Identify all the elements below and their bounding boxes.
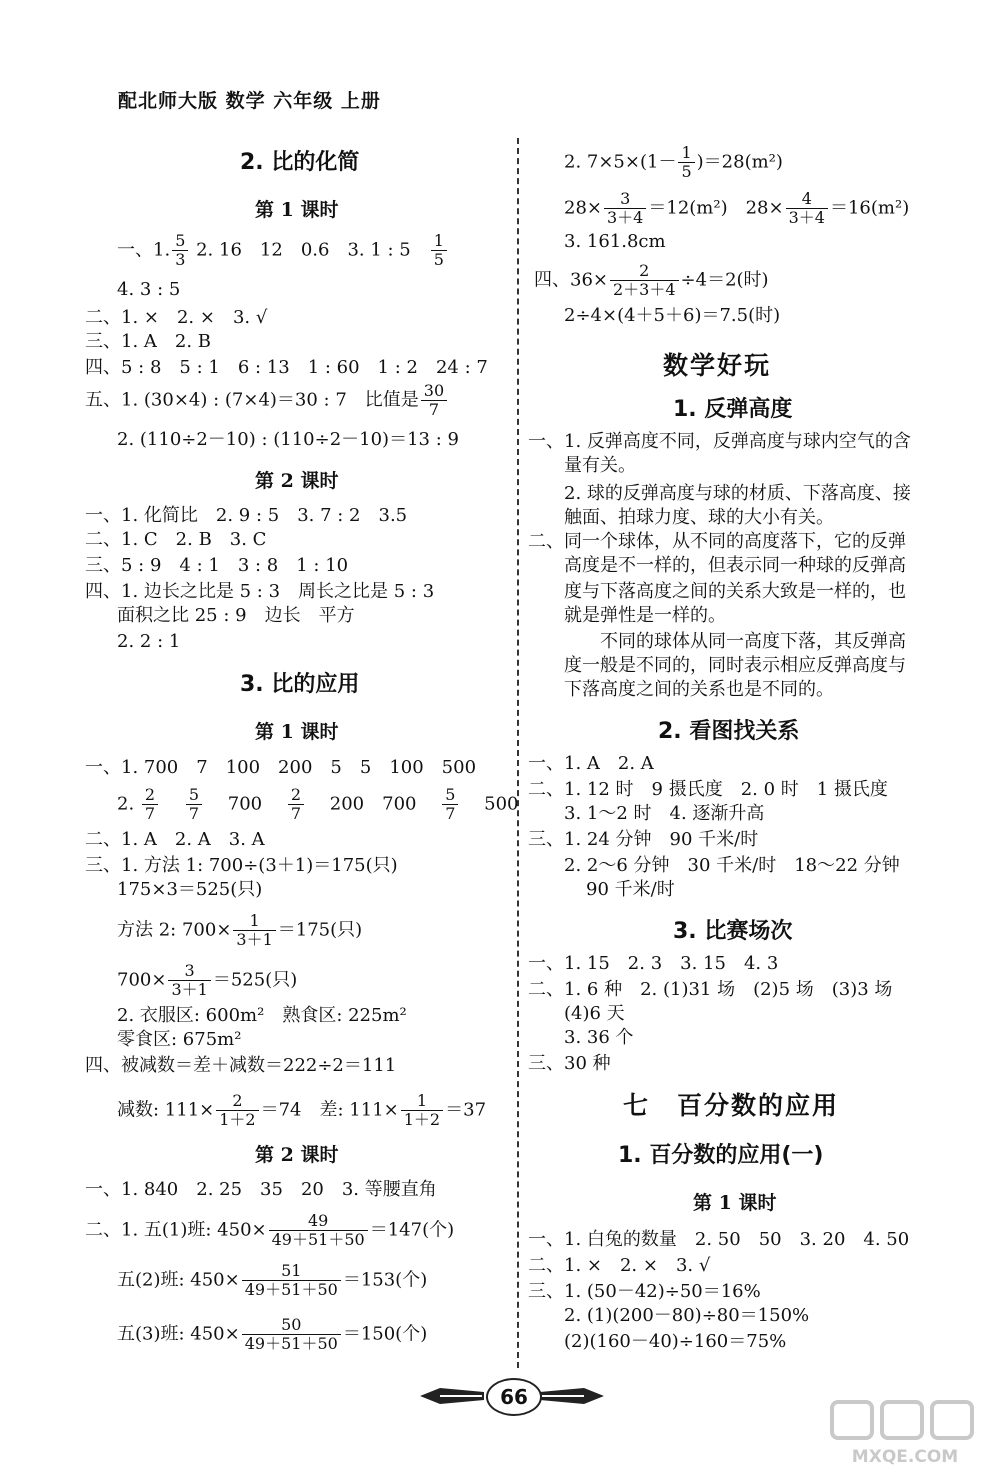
lesson-1-heading: 第 1 课时 xyxy=(255,199,339,221)
answer-line: 一、1. A 2. A xyxy=(528,753,654,774)
answer-line: 面积之比 25 : 9 边长 平方 xyxy=(117,605,355,626)
answer-line: 三、1. 方法 1: 700÷(3＋1)＝175(只) xyxy=(85,855,398,876)
answer-line: 二、1. C 2. B 3. C xyxy=(85,529,267,550)
column-divider xyxy=(517,138,519,1368)
answer-line: 三、1. (50－42)÷50＝16% xyxy=(528,1281,761,1302)
fraction: $\frac{4}{3+4}$ xyxy=(786,190,828,227)
chapter-title-percent: 七 百分数的应用 xyxy=(623,1091,840,1120)
section-title-ratio-application: 3. 比的应用 xyxy=(240,672,360,697)
answer-line: 二、1. 五(1)班: 450× $\frac{49}{49+51+50}$ ＝147(个) xyxy=(85,1211,455,1249)
answer-line: (4)6 天 xyxy=(564,1003,625,1024)
svg-text:MXQE.COM: MXQE.COM xyxy=(851,1447,959,1467)
answer-line: 触面、拍球力度、球的大小有关。 xyxy=(564,507,834,528)
answer-line: 二、1. × 2. × 3. √ xyxy=(528,1255,711,1276)
lesson-1-heading: 第 1 课时 xyxy=(255,721,339,743)
answer-line: 二、1. × 2. × 3. √ xyxy=(85,307,268,328)
answer-line: 高度是不一样的，但表示同一种球的反弹高 xyxy=(564,555,906,576)
fraction: $\frac{49}{49+51+50}$ xyxy=(269,1212,368,1249)
answer-line: 五(3)班: 450× $\frac{50}{49+51+50}$ ＝150(个) xyxy=(117,1315,428,1353)
answer-line: 2. 2～6 分钟 30 千米/时 18～22 分钟 xyxy=(564,855,900,876)
answer-line: 减数: 111× $\frac{2}{1+2}$ ＝74 差: 111× $\frac{1}{1+2}$ ＝37 xyxy=(117,1091,487,1129)
answer-line: 方法 2: 700× $\frac{1}{3+1}$ ＝175(只) xyxy=(117,911,363,949)
left-ornament-icon xyxy=(420,1386,484,1406)
answer-line: 一、1. 反弹高度不同，反弹高度与球内空气的含 xyxy=(528,431,911,452)
fraction: $\frac{1}{3+1}$ xyxy=(233,912,275,949)
answer-line: 二、同一个球体，从不同的高度落下，它的反弹 xyxy=(528,531,906,552)
fraction: $\frac{2}{1+2}$ xyxy=(216,1092,258,1129)
answer-line: 2. (110÷2－10) : (110÷2－10)＝13 : 9 xyxy=(117,429,459,450)
fraction: $\frac{1}{5}$ xyxy=(678,144,694,181)
answer-line: 3. 161.8cm xyxy=(564,231,666,252)
watermark-logo-icon xyxy=(830,1400,980,1470)
answer-line: 175×3＝525(只) xyxy=(117,879,263,900)
answer-line: 一、1. 840 2. 25 35 20 3. 等腰直角 xyxy=(85,1179,437,1200)
answer-line: 下落高度之间的关系也是不同的。 xyxy=(564,679,834,700)
answer-line: 2. (1)(200－80)÷80＝150% xyxy=(564,1305,810,1326)
subsection-title-graph-relation: 2. 看图找关系 xyxy=(658,719,800,744)
answer-line: (2)(160－40)÷160＝75% xyxy=(564,1331,787,1352)
subsection-title-bounce-height: 1. 反弹高度 xyxy=(673,397,793,422)
fraction: $\frac{50}{49+51+50}$ xyxy=(242,1316,341,1353)
answer-line: 90 千米/时 xyxy=(586,879,675,900)
answer-line: 度与下落高度之间的关系大致是一样的，也 xyxy=(564,581,906,602)
answer-line: 四、36× $\frac{2}{2+3+4}$ ÷4＝2(时) xyxy=(534,261,769,299)
answer-line: 2. $\frac{2}{7}$ $\frac{5}{7}$ 700 $\frac{2}{7}$ 200 700 $\frac{5}{7}$ 500 xyxy=(117,785,519,823)
answer-line: 一、1. 15 2. 3 3. 15 4. 3 xyxy=(528,953,779,974)
answer-line: 三、1. 24 分钟 90 千米/时 xyxy=(528,829,759,850)
fraction: $\frac{30}{7}$ xyxy=(421,382,447,419)
lesson-2-heading: 第 2 课时 xyxy=(255,470,339,492)
answer-line: 一、1. 白兔的数量 2. 50 50 3. 20 4. 50 xyxy=(528,1229,910,1250)
fraction: $\frac{5}{7}$ xyxy=(442,786,458,823)
answer-line: 二、1. A 2. A 3. A xyxy=(85,829,265,850)
fraction: $\frac{2}{2+3+4}$ xyxy=(610,262,679,299)
fraction: $\frac{1}{1+2}$ xyxy=(401,1092,443,1129)
answer-line: 一、1. $\frac{5}{3}$ 2. 16 12 0.6 3. 1 : 5 $\frac{1}{5}$ xyxy=(117,232,449,269)
fraction: $\frac{3}{3+4}$ xyxy=(604,190,646,227)
answer-line: 二、1. 6 种 2. (1)31 场 (2)5 场 (3)3 场 xyxy=(528,979,893,1000)
subsection-title-percent-application: 1. 百分数的应用(一) xyxy=(618,1143,824,1168)
answer-line: 700× $\frac{3}{3+1}$ ＝525(只) xyxy=(117,961,298,999)
answer-line: 三、5 : 9 4 : 1 3 : 8 1 : 10 xyxy=(85,555,349,576)
right-ornament-icon xyxy=(540,1386,604,1406)
fraction: $\frac{2}{7}$ xyxy=(288,786,304,823)
answer-line: 度一般是不同的，同时表示相应反弹高度与 xyxy=(564,655,906,676)
answer-line: 2÷4×(4＋5＋6)＝7.5(时) xyxy=(564,305,781,326)
answer-line: 4. 3 : 5 xyxy=(117,279,181,300)
answer-line: 3. 36 个 xyxy=(564,1027,634,1048)
answer-line: 2. 2 : 1 xyxy=(117,631,181,652)
answer-line: 二、1. 12 时 9 摄氏度 2. 0 时 1 摄氏度 xyxy=(528,779,888,800)
answer-line: 四、被减数＝差＋减数＝222÷2＝111 xyxy=(85,1055,397,1076)
fraction: $\frac{1}{5}$ xyxy=(431,232,447,269)
answer-line: 就是弹性是一样的。 xyxy=(564,605,726,626)
answer-line: 3. 1～2 时 4. 逐渐升高 xyxy=(564,803,765,824)
answer-line: 四、5 : 8 5 : 1 6 : 13 1 : 60 1 : 2 24 : 7 xyxy=(85,357,488,378)
answer-line: 2. 球的反弹高度与球的材质、下落高度、接 xyxy=(564,483,911,504)
answer-line: 零食区: 675m² xyxy=(117,1029,242,1050)
answer-line: 2. 衣服区: 600m² 熟食区: 225m² xyxy=(117,1005,407,1026)
answer-line: 一、1. 700 7 100 200 5 5 100 500 xyxy=(85,757,477,778)
answer-line: 三、1. A 2. B xyxy=(85,331,212,352)
answer-line: 28× $\frac{3}{3+4}$ ＝12(m²) 28× $\frac{4}{3+4}$ ＝16(m²) xyxy=(564,189,910,227)
answer-line: 三、30 种 xyxy=(528,1053,611,1074)
lesson-2-heading: 第 2 课时 xyxy=(255,1144,339,1166)
answer-line: 不同的球体从同一高度下落，其反弹高 xyxy=(600,631,906,652)
fraction: $\frac{51}{49+51+50}$ xyxy=(242,1262,341,1299)
section-title-math-fun: 数学好玩 xyxy=(663,351,772,380)
answer-line: 一、1. 化简比 2. 9 : 5 3. 7 : 2 3.5 xyxy=(85,505,408,526)
fraction: $\frac{2}{7}$ xyxy=(142,786,158,823)
answer-line: 2. 7×5×(1－ $\frac{1}{5}$ )＝28(m²) xyxy=(564,143,783,181)
fraction: $\frac{5}{7}$ xyxy=(186,786,202,823)
lesson-1-heading: 第 1 课时 xyxy=(693,1192,777,1214)
page-number: 66 xyxy=(486,1378,542,1416)
answer-line: 四、1. 边长之比是 5 : 3 周长之比是 5 : 3 xyxy=(85,581,435,602)
answer-line: 五(2)班: 450× $\frac{51}{49+51+50}$ ＝153(个) xyxy=(117,1261,428,1299)
fraction: $\frac{5}{3}$ xyxy=(172,232,188,269)
subsection-title-match-count: 3. 比赛场次 xyxy=(673,919,793,944)
fraction: $\frac{3}{3+1}$ xyxy=(168,962,210,999)
section-title-ratio-simplify: 2. 比的化简 xyxy=(240,150,360,175)
answer-line: 五、1. (30×4) : (7×4)＝30 : 7 比值是 $\frac{30}{7}$ xyxy=(85,382,449,419)
page-header: 配北师大版 数学 六年级 上册 xyxy=(118,90,381,112)
answer-line: 量有关。 xyxy=(564,455,636,476)
